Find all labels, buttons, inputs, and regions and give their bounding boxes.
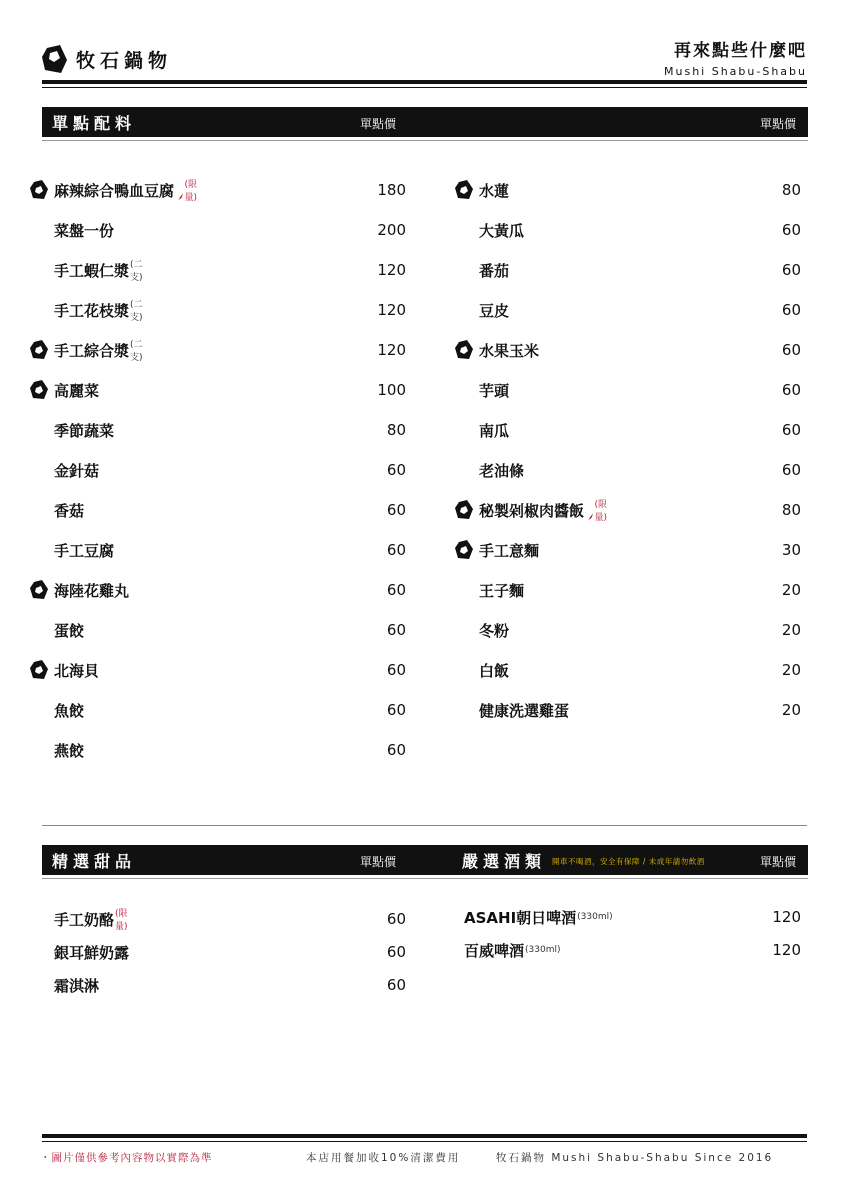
- item-name: 手工豆腐: [54, 541, 115, 560]
- item-price: 60: [386, 976, 406, 994]
- item-name: 菜盤一份: [54, 221, 115, 240]
- item-name: 健康洗選雞蛋: [479, 701, 570, 720]
- item-price: 60: [386, 541, 406, 559]
- item-name: 水蓮: [479, 181, 510, 200]
- item-price: 30: [781, 541, 801, 559]
- item-name: 老油條: [479, 461, 525, 480]
- brand-name: 牧石鍋物: [76, 49, 173, 72]
- footer-divider-thin: [42, 1141, 807, 1142]
- item-tag: (二支): [130, 300, 143, 323]
- item-name: 手工花枝漿: [54, 301, 130, 320]
- menu-item: [54, 908, 128, 930]
- item-price: 120: [377, 341, 406, 359]
- stone-logo-icon: [42, 44, 68, 74]
- menu-item: [54, 499, 84, 521]
- stone-logo-icon: [455, 540, 473, 560]
- menu-item: [479, 419, 509, 441]
- item-price: 60: [386, 661, 406, 679]
- item-name: 南瓜: [479, 421, 510, 440]
- dessert-price-header: 單點價: [360, 855, 397, 869]
- stone-logo-icon: [455, 500, 473, 520]
- stone-logo-icon: [455, 180, 473, 200]
- item-price: 80: [781, 181, 801, 199]
- item-price: 120: [772, 941, 801, 959]
- slogan: 再來點些什麼吧: [674, 41, 807, 61]
- footer-divider: [42, 1134, 807, 1138]
- item-name: 秘製剁椒肉醬飯: [479, 501, 585, 520]
- item-name: 百威啤酒: [464, 941, 525, 960]
- item-price: 120: [377, 301, 406, 319]
- item-price: 60: [781, 261, 801, 279]
- item-name: 北海貝: [54, 661, 100, 680]
- brand: [42, 44, 172, 74]
- menu-item: [54, 579, 129, 601]
- menu-item: [479, 259, 509, 281]
- item-price: 200: [377, 221, 406, 239]
- item-name: 水果玉米: [479, 341, 540, 360]
- item-name: 麻辣綜合鴨血豆腐: [54, 181, 175, 200]
- item-name: 海陸花雞丸: [54, 581, 130, 600]
- item-price: 60: [781, 221, 801, 239]
- menu-item: [54, 459, 99, 481]
- item-name: 豆皮: [479, 301, 510, 320]
- price-header-right: 單點價: [759, 117, 796, 131]
- item-tag: (限量): [115, 909, 128, 932]
- menu-item: [54, 219, 114, 241]
- menu-item: [54, 379, 99, 401]
- menu-item: [464, 906, 613, 928]
- item-price: 60: [386, 943, 406, 961]
- menu-item: [54, 339, 143, 361]
- item-tag: (限量): [184, 180, 197, 203]
- section-bar-single: [42, 107, 808, 137]
- item-name: 芋頭: [479, 381, 510, 400]
- item-tag: (330ml): [577, 912, 613, 922]
- item-name: 高麗菜: [54, 381, 100, 400]
- menu-item: [54, 419, 114, 441]
- service-fee-note: 本店用餐加收10%清潔費用: [306, 1152, 461, 1164]
- item-name: ASAHI朝日啤酒: [464, 908, 577, 927]
- item-name: 番茄: [479, 261, 510, 280]
- menu-item: [54, 539, 114, 561]
- menu-item: [479, 499, 611, 521]
- item-name: 魚餃: [54, 701, 85, 720]
- item-tag: (330ml): [525, 945, 561, 955]
- menu-item: [54, 739, 84, 761]
- price-header-left: 單點價: [360, 117, 397, 131]
- item-price: 60: [386, 701, 406, 719]
- menu-item: [54, 259, 143, 281]
- drinks-note: 開車不喝酒，安全有保障 / 未成年請勿飲酒: [552, 857, 705, 866]
- chili-icon: [177, 185, 183, 195]
- item-name: 大黃瓜: [479, 221, 525, 240]
- menu-item: [54, 941, 129, 963]
- item-price: 60: [781, 421, 801, 439]
- section-divider: [42, 825, 807, 826]
- menu-item: [54, 179, 201, 201]
- item-name: 霜淇淋: [54, 976, 100, 995]
- item-name: 香菇: [54, 501, 85, 520]
- chili-icon: [587, 505, 593, 515]
- header-divider-thin: [42, 87, 807, 88]
- item-price: 60: [781, 461, 801, 479]
- item-price: 60: [386, 581, 406, 599]
- menu-item: [479, 659, 509, 681]
- item-price: 60: [781, 301, 801, 319]
- menu-item: [464, 939, 560, 961]
- stone-logo-icon: [30, 380, 48, 400]
- item-price: 60: [386, 741, 406, 759]
- menu-item: [479, 579, 524, 601]
- item-tag: (限量): [594, 500, 607, 523]
- item-name: 冬粉: [479, 621, 510, 640]
- item-price: 60: [386, 461, 406, 479]
- item-name: 季節蔬菜: [54, 421, 115, 440]
- menu-item: [54, 699, 84, 721]
- item-price: 60: [386, 621, 406, 639]
- item-name: 手工綜合漿: [54, 341, 130, 360]
- menu-item: [479, 219, 524, 241]
- stone-logo-icon: [455, 340, 473, 360]
- item-name: 王子麵: [479, 581, 525, 600]
- item-name: 燕餃: [54, 741, 85, 760]
- item-name: 金針菇: [54, 461, 100, 480]
- item-price: 20: [781, 661, 801, 679]
- header-right: [664, 36, 807, 78]
- item-price: 20: [781, 581, 801, 599]
- dessert-title: 精選甜品: [52, 852, 137, 871]
- item-price: 80: [386, 421, 406, 439]
- item-price: 60: [781, 341, 801, 359]
- stone-logo-icon: [30, 660, 48, 680]
- menu-item: [54, 974, 99, 996]
- menu-item: [54, 299, 143, 321]
- section-title: 單點配料: [52, 114, 137, 133]
- item-name: 白飯: [479, 661, 510, 680]
- drinks-price-header: 單點價: [759, 855, 796, 869]
- header-divider: [42, 80, 807, 84]
- brand-subtitle: Mushi Shabu-Shabu: [664, 65, 807, 78]
- item-price: 60: [781, 381, 801, 399]
- menu-item: [479, 699, 569, 721]
- since-note: 牧石鍋物 Mushi Shabu-Shabu Since 2016: [496, 1152, 774, 1164]
- item-name: 銀耳鮮奶露: [54, 943, 130, 962]
- item-name: 手工蝦仁漿: [54, 261, 130, 280]
- menu-item: [479, 619, 509, 641]
- item-name: 蛋餃: [54, 621, 85, 640]
- item-price: 80: [781, 501, 801, 519]
- bar-underline: [42, 878, 808, 879]
- stone-logo-icon: [30, 340, 48, 360]
- bar-underline: [42, 140, 808, 141]
- item-price: 20: [781, 621, 801, 639]
- stone-logo-icon: [30, 180, 48, 200]
- item-name: 手工意麵: [479, 541, 540, 560]
- menu-item: [479, 299, 509, 321]
- stone-logo-icon: [30, 580, 48, 600]
- item-price: 60: [386, 910, 406, 928]
- item-name: 手工奶酪: [54, 910, 115, 929]
- menu-item: [479, 339, 539, 361]
- item-price: 120: [772, 908, 801, 926]
- section-bar-dessert-drinks: [42, 845, 808, 875]
- menu-item: [479, 539, 539, 561]
- item-price: 20: [781, 701, 801, 719]
- item-price: 60: [386, 501, 406, 519]
- menu-item: [479, 379, 509, 401]
- menu-item: [479, 459, 524, 481]
- disclaimer: ・圖片僅供參考內容物以實際為準: [40, 1152, 213, 1164]
- drinks-title: 嚴選酒類: [462, 852, 547, 871]
- item-tag: (二支): [130, 260, 143, 283]
- menu-item: [54, 659, 99, 681]
- menu-item: [479, 179, 509, 201]
- menu-item: [54, 619, 84, 641]
- item-price: 180: [377, 181, 406, 199]
- item-price: 100: [377, 381, 406, 399]
- item-price: 120: [377, 261, 406, 279]
- item-tag: (二支): [130, 340, 143, 363]
